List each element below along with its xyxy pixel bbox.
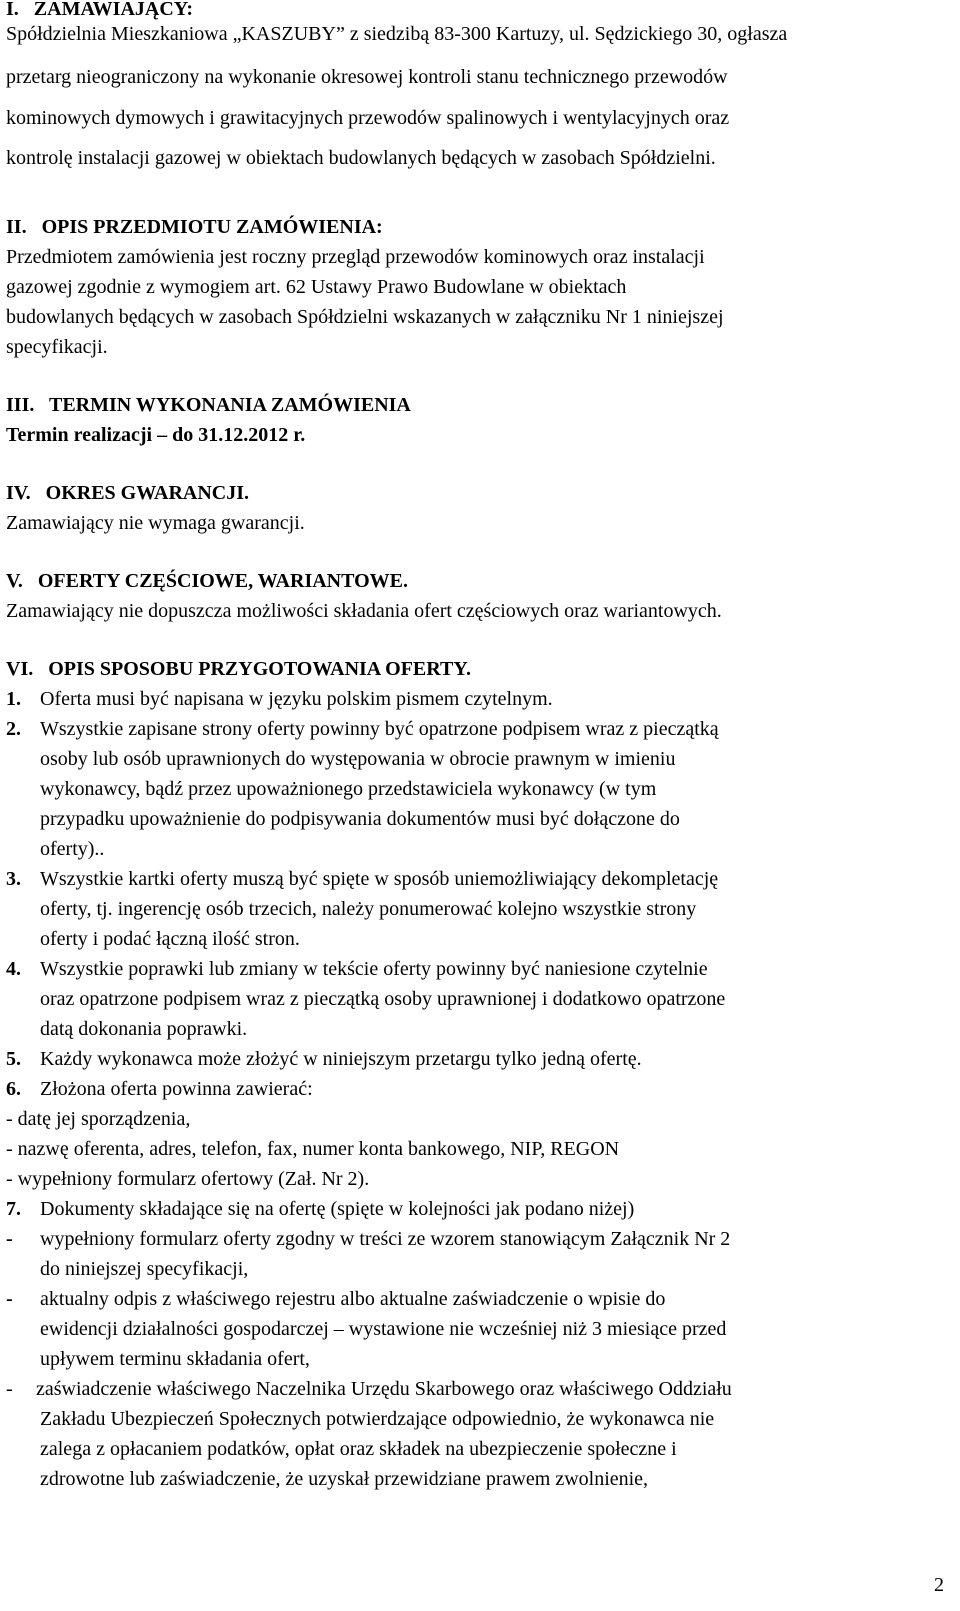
item-4-line: oraz opatrzone podpisem wraz z pieczątką osoby uprawnionej i dodatkowo opatrzone xyxy=(40,988,726,1010)
item-7-line: Dokumenty składające się na ofertę (spięte w kolejności jak podano niżej) xyxy=(40,1198,635,1220)
item-2-line: Wszystkie zapisane strony oferty powinny być opatrzone podpisem wraz z pieczątką xyxy=(40,718,719,740)
item-7-bullet-line: aktualny odpis z właściwego rejestru albo aktualne zaświadczenie o wpisie do xyxy=(40,1288,666,1310)
item-7-bullet-line: zalega z opłacaniem podatków, opłat oraz składek na ubezpieczenie społeczne i xyxy=(40,1438,677,1460)
section-2-line: budowlanych będących w zasobach Spółdzielni wskazanych w załączniku Nr 1 niniejszej xyxy=(6,306,724,328)
section-3-heading: III. TERMIN WYKONANIA ZAMÓWIENIA xyxy=(6,394,411,416)
item-6-dash-line: - nazwę oferenta, adres, telefon, fax, numer konta bankowego, NIP, REGON xyxy=(6,1138,620,1160)
page-number: 2 xyxy=(934,1574,944,1596)
section-2-line: Przedmiotem zamówienia jest roczny przegląd przewodów kominowych oraz instalacji xyxy=(6,246,705,268)
section-5-heading: V. OFERTY CZĘŚCIOWE, WARIANTOWE. xyxy=(6,570,408,592)
item-6-dash-line: - wypełniony formularz ofertowy (Zał. Nr 2). xyxy=(6,1168,370,1190)
item-3-line: oferty i podać łączną ilość stron. xyxy=(40,928,300,950)
item-number: 3. xyxy=(6,868,21,890)
item-1-line: Oferta musi być napisana w języku polskim pismem czytelnym. xyxy=(40,688,553,710)
section-1-line: kontrolę instalacji gazowej w obiektach budowlanych będących w zasobach Spółdzielni. xyxy=(6,147,716,169)
item-7-bullet-line: wypełniony formularz oferty zgodny w treści ze wzorem stanowiącym Załącznik Nr 2 xyxy=(40,1228,731,1250)
section-5-text: Zamawiający nie dopuszcza możliwości składania ofert częściowych oraz wariantowych. xyxy=(6,600,722,622)
item-4-line: datą dokonania poprawki. xyxy=(40,1018,248,1040)
item-3-line: Wszystkie kartki oferty muszą być spięte w sposób uniemożliwiający dekompletację xyxy=(40,868,719,890)
section-4-text: Zamawiający nie wymaga gwarancji. xyxy=(6,512,305,534)
section-1-line: kominowych dymowych i grawitacyjnych przewodów spalinowych i wentylacyjnych oraz xyxy=(6,107,730,129)
item-6-dash-line: - datę jej sporządzenia, xyxy=(6,1108,191,1130)
item-number: 6. xyxy=(6,1078,21,1100)
item-7-bullet-line: upływem terminu składania ofert, xyxy=(40,1348,310,1370)
item-7-bullet-line: ewidencji działalności gospodarczej – wystawione nie wcześniej niż 3 miesiące przed xyxy=(40,1318,727,1340)
section-2-heading: II. OPIS PRZEDMIOTU ZAMÓWIENIA: xyxy=(6,216,383,238)
item-number: 7. xyxy=(6,1198,21,1220)
bullet-dash: - xyxy=(6,1228,13,1250)
bullet-dash: - xyxy=(6,1288,13,1310)
section-1-line: Spółdzielnia Mieszkaniowa „KASZUBY” z siedzibą 83-300 Kartuzy, ul. Sędzickiego 30, ogłasza xyxy=(6,23,788,45)
section-4-heading: IV. OKRES GWARANCJI. xyxy=(6,482,250,504)
item-7-bullet-line: do niniejszej specyfikacji, xyxy=(40,1258,249,1280)
section-3-deadline: Termin realizacji – do 31.12.2012 r. xyxy=(6,424,306,446)
section-1-heading: I. ZAMAWIAJĄCY: xyxy=(6,0,194,20)
item-7-bullet-line: zdrowotne lub zaświadczenie, że uzyskał przewidziane prawem zwolnienie, xyxy=(40,1468,649,1490)
item-5-line: Każdy wykonawca może złożyć w niniejszym przetargu tylko jedną ofertę. xyxy=(40,1048,642,1070)
item-2-line: osoby lub osób uprawnionych do występowania w obrocie prawnym w imieniu xyxy=(40,748,676,770)
bullet-dash: - xyxy=(6,1378,13,1400)
item-2-line: przypadku upoważnienie do podpisywania dokumentów musi być dołączone do xyxy=(40,808,680,830)
section-2-line: gazowej zgodnie z wymogiem art. 62 Ustawy Prawo Budowlane w obiektach xyxy=(6,276,627,298)
item-6-line: Złożona oferta powinna zawierać: xyxy=(40,1078,313,1100)
item-number: 4. xyxy=(6,958,21,980)
item-7-bullet-line: zaświadczenie właściwego Naczelnika Urzędu Skarbowego oraz właściwego Oddziału xyxy=(36,1378,732,1400)
section-2-line: specyfikacji. xyxy=(6,336,108,358)
item-number: 5. xyxy=(6,1048,21,1070)
item-2-line: oferty).. xyxy=(40,838,105,860)
item-number: 1. xyxy=(6,688,21,710)
item-4-line: Wszystkie poprawki lub zmiany w tekście oferty powinny być naniesione czytelnie xyxy=(40,958,708,980)
section-1-line: przetarg nieograniczony na wykonanie okresowej kontroli stanu technicznego przewodów xyxy=(6,66,728,88)
item-2-line: wykonawcy, bądź przez upoważnionego przedstawiciela wykonawcy (w tym xyxy=(40,778,657,800)
item-7-bullet-line: Zakładu Ubezpieczeń Społecznych potwierdzające odpowiednio, że wykonawca nie xyxy=(40,1408,715,1430)
item-3-line: oferty, tj. ingerencję osób trzecich, należy ponumerować kolejno wszystkie strony xyxy=(40,898,697,920)
section-6-heading: VI. OPIS SPOSOBU PRZYGOTOWANIA OFERTY. xyxy=(6,658,471,680)
item-number: 2. xyxy=(6,718,21,740)
